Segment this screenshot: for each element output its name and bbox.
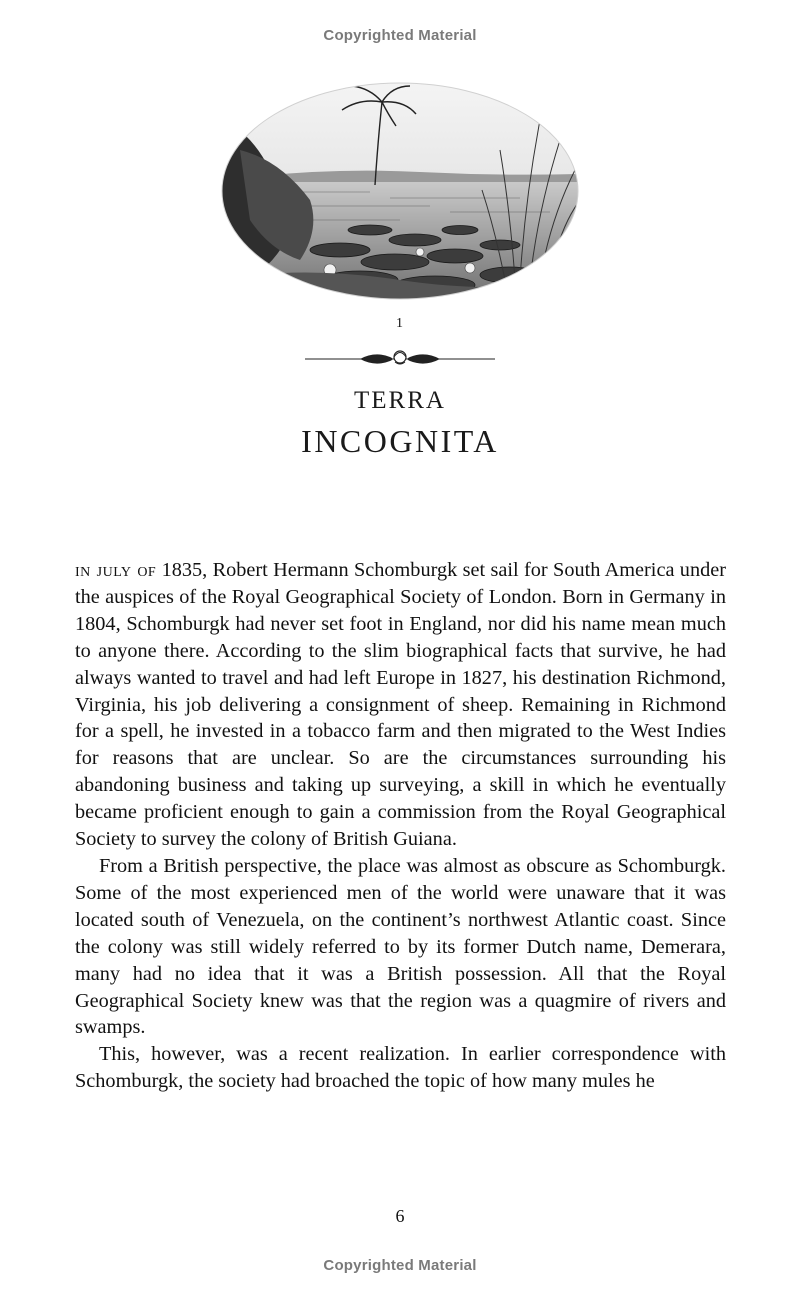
paragraph-1-text: 1835, Robert Hermann Schomburgk set sail for South America under the auspices of the Royal Geographical Society of London. Born in Germany in 1804, Schomburgk had never set foot in England, nor did his name mean much to anyone there. According to the slim biographical facts that survive, he had always wanted to travel and had left Europe in 1827, his destination Richmond, Virginia, his job delivering a consignment of sheep. Remaining in Richmond for a spell, he invested in a tobacco farm and then migrated to the West Indies for reasons that are unclear. So are the circumstances surrounding his abandoning business and taking up surveying, a skill in which he eventually became proficient enough to gain a commission from the Royal Geographical Society to survey the colony of British Guiana.	[75, 559, 726, 851]
page-number: 6	[395, 1206, 405, 1226]
body-paragraph-1	[75, 557, 726, 853]
copyright-watermark-bottom: Copyrighted Material	[323, 1257, 477, 1274]
body-paragraph-2: From a British perspective, the place was almost as obscure as Schomburgk. Some of the most experienced men of the world were unaware that it was located south of Venezuela, on the continent’s northwest Atlantic coast. Since the colony was still widely referred to by its former Dutch name, Demerara, many had no idea that it was a British possession. All that the Royal Geographical Society knew was that the region was a quagmire of rivers and swamps.	[75, 854, 726, 1039]
chapter-title-line-2: INCOGNITA	[301, 423, 499, 459]
copyright-watermark-top: Copyrighted Material	[323, 27, 477, 44]
chapter-number: 1	[396, 316, 404, 331]
opening-small-caps: in july of	[75, 559, 157, 581]
river-landscape-engraving	[220, 80, 580, 302]
chapter-title-line-1: TERRA	[354, 387, 446, 414]
body-paragraph-3: This, however, was a recent realization. In earlier correspondence with Schomburgk, the society had broached the topic of how many mules he	[75, 1043, 726, 1093]
decorative-divider-ornament	[305, 346, 495, 372]
chapter-body-text	[75, 557, 726, 1095]
